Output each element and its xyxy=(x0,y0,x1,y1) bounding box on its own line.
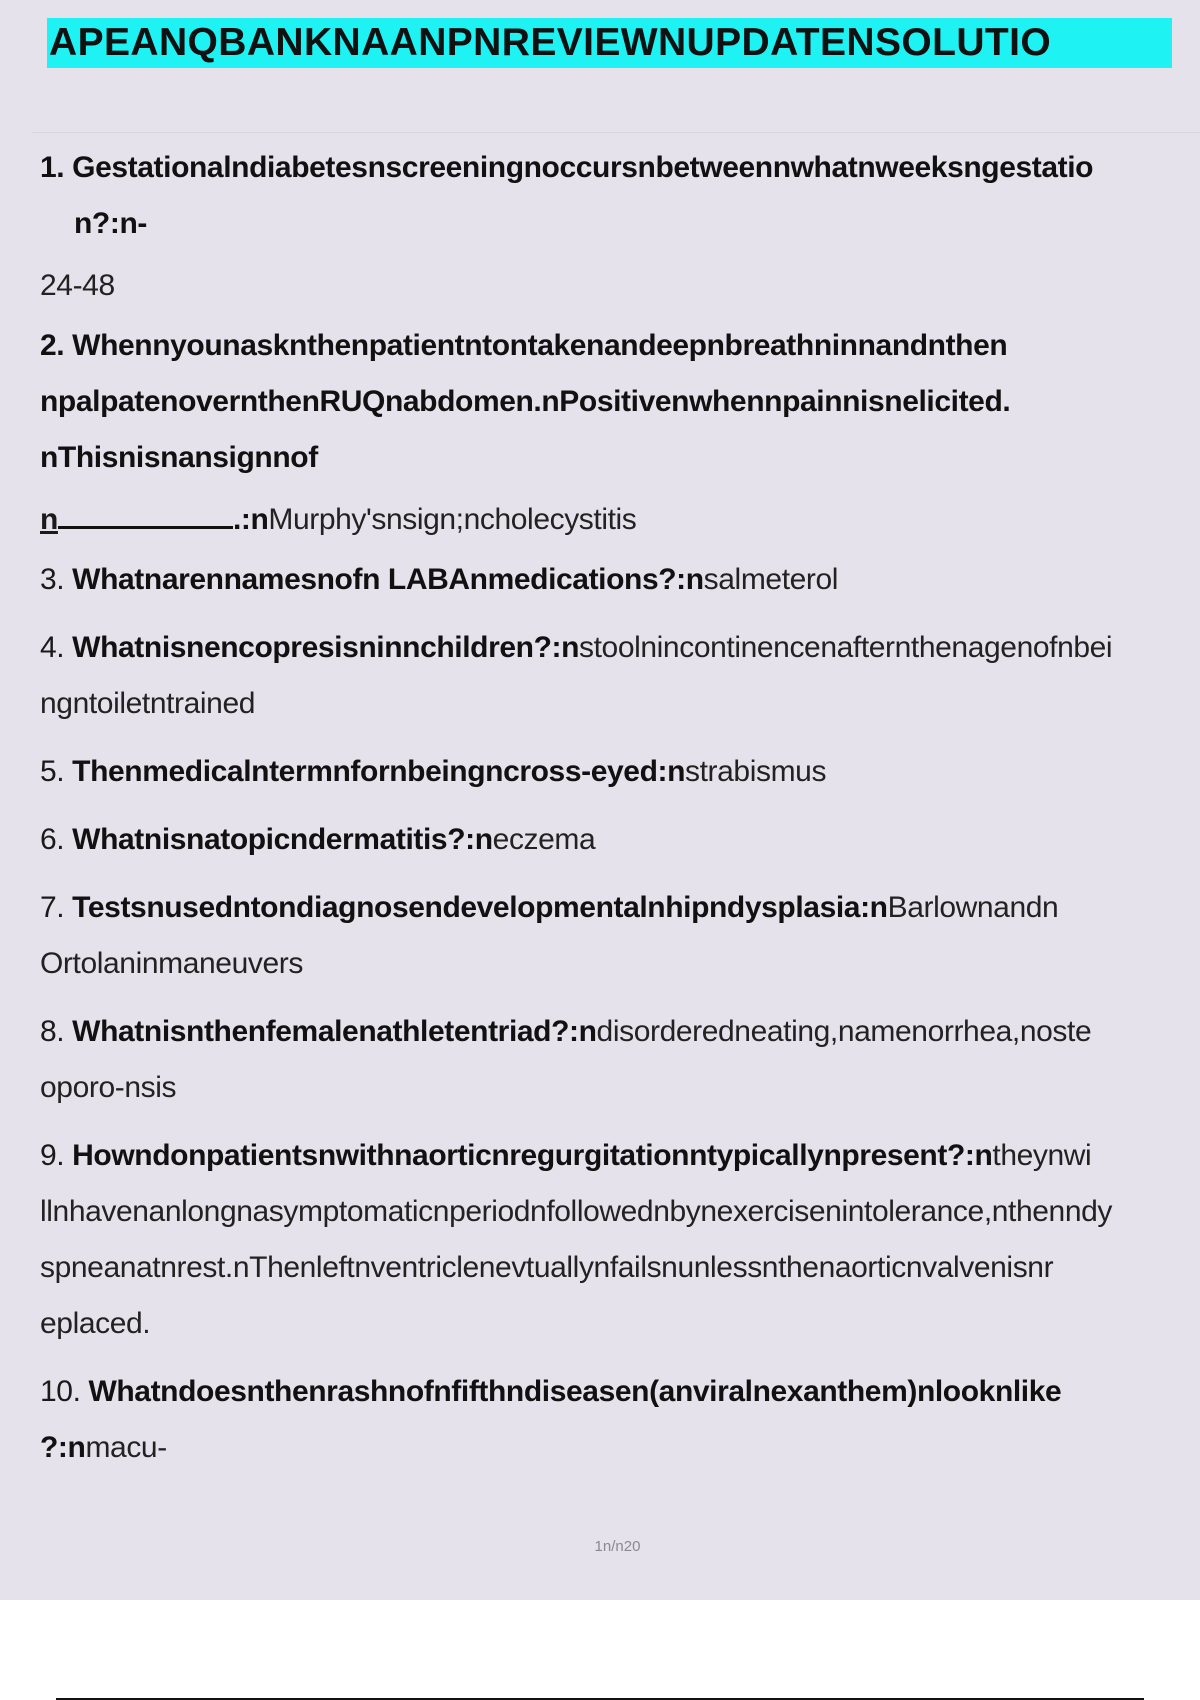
question-text: Whatndoesnthenrashnofnfifthndiseasen(anviralnexanthem)nlooknlike xyxy=(88,1375,1062,1408)
list-item xyxy=(40,140,1200,314)
answer-text: llnhavenanlongnasymptomaticnperiodnfollowednbynexercisenintolerance,nthenndy xyxy=(40,1195,1112,1228)
list-item xyxy=(40,1364,1200,1476)
blank-prefix: n xyxy=(40,503,58,536)
list-item xyxy=(40,552,1200,608)
answer-text: eczema xyxy=(492,823,596,856)
question-line: Whennyounasknthenpatientntontakenandeepnbreathninnandnthen xyxy=(72,329,1008,362)
item-number: 10. xyxy=(40,1375,81,1408)
list-item xyxy=(40,1128,1200,1352)
list-item xyxy=(40,1004,1200,1116)
list-item xyxy=(40,620,1200,732)
list-item xyxy=(40,744,1200,800)
header-divider xyxy=(32,132,1200,133)
item-number: 2. xyxy=(40,329,65,362)
answer-text: 24-48 xyxy=(40,269,115,302)
list-item xyxy=(40,318,1200,548)
question-text: Whatnarennamesnofn LABAnmedications?:n xyxy=(72,563,704,596)
item-number: 4. xyxy=(40,631,65,664)
item-number: 9. xyxy=(40,1139,65,1172)
answer-text: disorderedneating,namenorrhea,noste xyxy=(596,1015,1092,1048)
question-list xyxy=(40,140,1200,1488)
question-text: ?:n xyxy=(40,1431,86,1464)
question-text: Whatnisnatopicndermatitis?:n xyxy=(72,823,493,856)
question-line: Gestationalndiabetesnscreeningnoccursnbetweennwhatnweeksngestatio xyxy=(72,151,1094,184)
answer-text: oporo-nsis xyxy=(40,1071,177,1104)
answer-text: Ortolaninmaneuvers xyxy=(40,947,303,980)
answer-text: eplaced. xyxy=(40,1307,151,1340)
fill-blank-line xyxy=(40,492,1200,548)
answer-text: theynwi xyxy=(992,1139,1092,1172)
item-number: 1. xyxy=(40,151,65,184)
item-number: 3. xyxy=(40,563,65,596)
answer-text: strabismus xyxy=(685,755,827,788)
answer-text: Murphy'snsign;ncholecystitis xyxy=(268,503,637,536)
item-number: 8. xyxy=(40,1015,65,1048)
question-text: Howndonpatientsnwithnaorticnregurgitationntypicallynpresent?:n xyxy=(72,1139,993,1172)
question-text: Thenmedicalntermnfornbeingncross-eyed:n xyxy=(72,755,686,788)
answer-text: stoolnincontinencenafternthenagenofnbei xyxy=(579,631,1113,664)
title-highlight xyxy=(47,18,1172,68)
question-line: npalpatenovernthenRUQnabdomen.nPositivenwhennpainnisnelicited. xyxy=(40,385,1011,418)
question-text: Testsnusedntondiagnosendevelopmentalnhipndysplasia:n xyxy=(72,891,888,924)
answer-text: Barlownandn xyxy=(887,891,1059,924)
blank-underline xyxy=(58,496,233,529)
list-item xyxy=(40,880,1200,992)
page-number: 1n/n20 xyxy=(594,1538,641,1555)
item-number: 6. xyxy=(40,823,65,856)
item-number: 7. xyxy=(40,891,65,924)
list-item xyxy=(40,812,1200,868)
question-text xyxy=(40,318,1200,374)
page-title: APEANQBANKNAANPNREVIEWNUPDATENSOLUTIO xyxy=(49,21,1052,64)
question-text: Whatnisnthenfemalenathletentriad?:n xyxy=(72,1015,597,1048)
question-text xyxy=(40,140,1200,196)
question-line: n?:n- xyxy=(74,207,147,240)
item-number: 5. xyxy=(40,755,65,788)
answer-text: ngntoiletntrained xyxy=(40,687,256,720)
question-line: nThisnisnansignnof xyxy=(40,441,318,474)
answer-text: salmeterol xyxy=(703,563,839,596)
blank-suffix: .:n xyxy=(232,503,269,536)
question-text: Whatnisnencopresisninnchildren?:n xyxy=(72,631,580,664)
answer-text: macu- xyxy=(85,1431,167,1464)
answer-text: spneanatnrest.nThenleftnventriclenevtuallynfailsnunlessnthenaorticnvalvenisnr xyxy=(40,1251,1054,1284)
